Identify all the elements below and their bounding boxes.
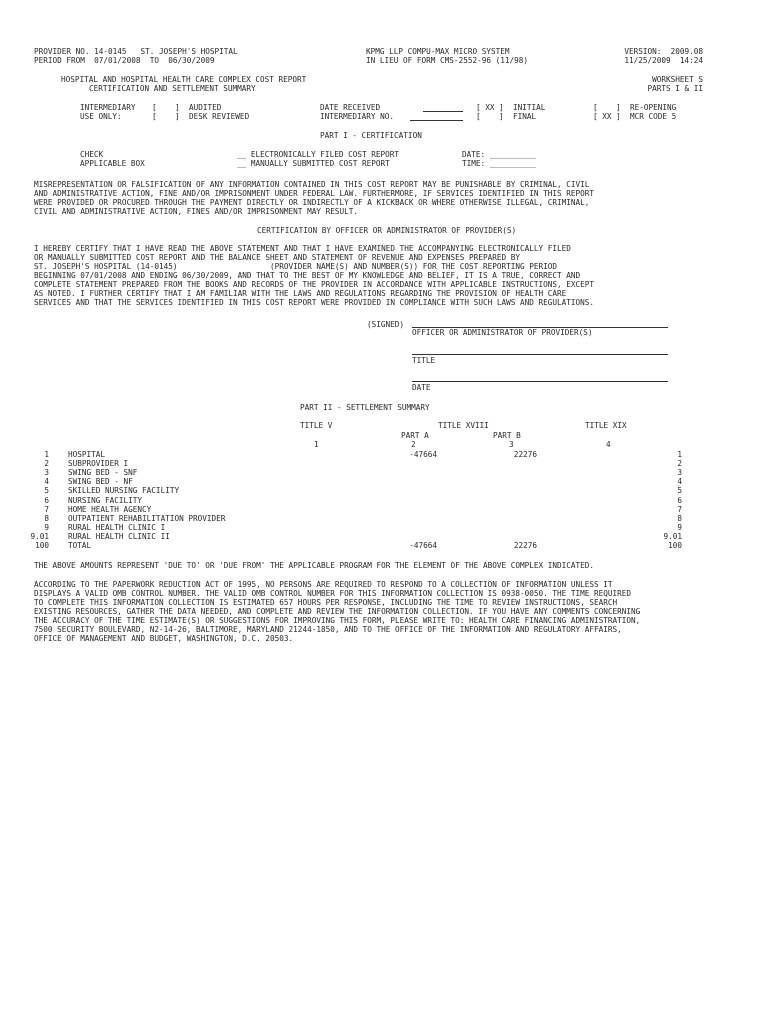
period-line: PERIOD FROM 07/01/2008 TO 06/30/2009	[34, 56, 215, 65]
paragraph-line: MISREPRESENTATION OR FALSIFICATION OF ANY INFORMATION CONTAINED IN THIS COST REPORT MAY BE PUNISHABLE BY CRIMINAL, CIVIL	[34, 180, 590, 189]
row-line-ref: 7	[677, 504, 682, 514]
check-label: CHECK	[80, 150, 104, 159]
intermediary-no-label: INTERMEDIARY NO.	[320, 112, 395, 121]
time-field[interactable]: TIME: __________	[462, 159, 537, 168]
row-line-ref: 100	[668, 541, 682, 550]
paragraph-line: OR MANUALLY SUBMITTED COST REPORT AND THE BALANCE SHEET AND STATEMENT OF REVENUE AND EXPENSES PREPARED BY	[34, 253, 520, 262]
paragraph-line: COMPLETE STATEMENT PREPARED FROM THE BOOKS AND RECORDS OF THE PROVIDER IN ACCORDANCE WITH APPLICABLE INSTRUCTIONS, EXCEPT	[34, 280, 595, 289]
intermediary-label: INTERMEDIARY	[80, 103, 136, 112]
date-time-line: 11/25/2009 14:24	[624, 56, 703, 65]
provider-line: PROVIDER NO. 14-0145 ST. JOSEPH'S HOSPITAL	[34, 47, 238, 56]
row-line-ref: 2	[677, 459, 682, 469]
row-line-ref: 9.01	[663, 531, 682, 541]
version-line: VERSION: 2009.08	[624, 47, 703, 56]
row-number: 9.01	[30, 531, 49, 541]
row-label: SUBPROVIDER I	[68, 459, 129, 469]
col-num-1: 1	[314, 440, 319, 449]
row-line-ref: 3	[677, 468, 682, 478]
col-num-4: 4	[606, 440, 611, 449]
applicable-box-label: APPLICABLE BOX	[80, 159, 145, 168]
row-label: RURAL HEALTH CLINIC I	[68, 522, 166, 532]
row-label: TOTAL	[68, 541, 92, 550]
worksheet-label: WORKSHEET S	[652, 75, 703, 84]
row-part-b-value: 22276	[513, 541, 537, 550]
col-title-xix: TITLE XIX	[585, 421, 627, 430]
desk-reviewed-checkbox[interactable]: [ ] DESK REVIEWED	[152, 112, 250, 121]
date-received-label: DATE RECEIVED	[320, 103, 381, 112]
date-line[interactable]	[412, 381, 668, 382]
row-number: 5	[44, 486, 49, 496]
paragraph-line: I HEREBY CERTIFY THAT I HAVE READ THE ABOVE STATEMENT AND THAT I HAVE EXAMINED THE ACCOMPANYING ELECTRONICALLY FILED	[34, 244, 571, 253]
row-label: HOME HEALTH AGENCY	[68, 504, 152, 514]
row-label: RURAL HEALTH CLINIC II	[68, 531, 170, 541]
date-received-blank[interactable]	[423, 111, 463, 112]
paragraph-line: ST. JOSEPH'S HOSPITAL (14-0145) (PROVIDER NAME(S) AND NUMBER(S)) FOR THE COST REPORTING PERIOD	[34, 262, 557, 271]
date-signature-label: DATE	[412, 383, 431, 392]
paragraph-line: AS NOTED. I FURTHER CERTIFY THAT I AM FAMILIAR WITH THE LAWS AND REGULATIONS REGARDING THE PROVISION OF HEALTH CARE	[34, 289, 567, 298]
mcr-code-checkbox[interactable]: [ XX ] MCR CODE 5	[593, 112, 677, 121]
row-line-ref: 5	[677, 486, 682, 496]
paragraph-line: OFFICE OF MANAGEMENT AND BUDGET, WASHINGTON, D.C. 20503.	[34, 634, 294, 643]
title-label: TITLE	[412, 356, 436, 365]
paragraph-line: WERE PROVIDED OR PROCURED THROUGH THE PAYMENT DIRECTLY OR INDIRECTLY OF A KICKBACK OR WHERE OTHERWISE ILLEGAL, CRIMINAL,	[34, 198, 590, 207]
paragraph-line: SERVICES AND THAT THE SERVICES IDENTIFIED IN THIS COST REPORT WERE PROVIDED IN COMPLIANCE WITH SUCH LAWS AND REGULATIONS.	[34, 298, 595, 307]
certification-heading: CERTIFICATION BY OFFICER OR ADMINISTRATOR OF PROVIDER(S)	[257, 226, 517, 235]
paragraph-line: AND ADMINISTRATIVE ACTION, FINE AND/OR IMPRISONMENT UNDER FEDERAL LAW. FURTHERMORE, IF SERVICES IDENTIFIED IN THIS REPORT	[34, 189, 595, 198]
paragraph-line: THE ACCURACY OF THE TIME ESTIMATE(S) OR SUGGESTIONS FOR IMPROVING THIS FORM, PLEASE WRITE TO: HEALTH CARE FINANCING ADMINISTRATION,	[34, 616, 641, 625]
col-num-2: 2	[411, 440, 416, 449]
title-line[interactable]	[412, 354, 668, 355]
audited-checkbox[interactable]: [ ] AUDITED	[152, 103, 222, 112]
row-line-ref: 9	[677, 522, 682, 532]
due-note: THE ABOVE AMOUNTS REPRESENT 'DUE TO' OR 'DUE FROM' THE APPLICABLE PROGRAM FOR THE ELEMENT OF THE ABOVE COMPLEX INDICATED.	[34, 561, 595, 570]
row-line-ref: 8	[677, 513, 682, 523]
initial-checkbox[interactable]: [ XX ] INITIAL	[476, 103, 546, 112]
col-title-v: TITLE V	[300, 421, 333, 430]
col-title-xviii: TITLE XVIII	[438, 421, 489, 430]
row-number: 8	[44, 513, 49, 523]
system-line: KPMG LLP COMPU-MAX MICRO SYSTEM	[366, 47, 510, 56]
signed-label: (SIGNED)	[367, 320, 405, 329]
row-line-ref: 4	[677, 477, 682, 487]
row-part-b-value: 22276	[513, 450, 537, 459]
row-label: SKILLED NURSING FACILITY	[68, 486, 180, 496]
row-part-a-value: -47664	[409, 450, 437, 459]
row-number: 3	[44, 468, 49, 478]
final-checkbox[interactable]: [ ] FINAL	[476, 112, 537, 121]
row-number: 4	[44, 477, 49, 487]
row-number: 100	[35, 541, 49, 550]
row-label: OUTPATIENT REHABILITATION PROVIDER	[68, 513, 226, 523]
row-label: HOSPITAL	[68, 450, 106, 459]
paragraph-line: 7500 SECURITY BOULEVARD, N2-14-26, BALTIMORE, MARYLAND 21244-1850, AND TO THE OFFICE OF THE INFORMATION AND REGULATORY AFFAIRS,	[34, 625, 622, 634]
row-number: 7	[44, 504, 49, 514]
paragraph-line: TO COMPLETE THIS INFORMATION COLLECTION IS ESTIMATED 657 HOURS PER RESPONSE, INCLUDING THE TIME TO REVIEW INSTRUCTIONS, SEARCH	[34, 598, 618, 607]
paragraph-line: BEGINNING 07/01/2008 AND ENDING 06/30/2009, AND THAT TO THE BEST OF MY KNOWLEDGE AND BELIEF, IT IS A TRUE, CORRECT AND	[34, 271, 581, 280]
paragraph-line: DISPLAYS A VALID OMB CONTROL NUMBER. THE VALID OMB CONTROL NUMBER FOR THIS INFORMATION COLLECTION IS 0938-0050. THE TIME REQUIRED	[34, 589, 632, 598]
col-num-3: 3	[509, 440, 514, 449]
part1-title: PART I - CERTIFICATION	[320, 131, 422, 140]
parts-label: PARTS I & II	[647, 84, 703, 93]
row-part-a-value: -47664	[409, 541, 437, 550]
paragraph-line: ACCORDING TO THE PAPERWORK REDUCTION ACT OF 1995, NO PERSONS ARE REQUIRED TO RESPOND TO A COLLECTION OF INFORMATION UNLESS IT	[34, 580, 613, 589]
part2-title: PART II - SETTLEMENT SUMMARY	[300, 403, 430, 412]
paragraph-line: CIVIL AND ADMINISTRATIVE ACTION, FINES AND/OR IMPRISONMENT MAY RESULT.	[34, 207, 358, 216]
date-field[interactable]: DATE: __________	[462, 150, 537, 159]
report-subtitle: CERTIFICATION AND SETTLEMENT SUMMARY	[89, 84, 256, 93]
manual-filing-option[interactable]: __ MANUALLY SUBMITTED COST REPORT	[237, 159, 390, 168]
row-number: 1	[44, 450, 49, 459]
paragraph-line: EXISTING RESOURCES, GATHER THE DATA NEEDED, AND COMPLETE AND REVIEW THE INFORMATION COLLECTION. IF YOU HAVE ANY COMMENTS CONCERNING	[34, 607, 641, 616]
row-number: 6	[44, 495, 49, 505]
form-line: IN LIEU OF FORM CMS-2552-96 (11/98)	[366, 56, 528, 65]
col-part-a: PART A	[401, 431, 429, 440]
use-only-label: USE ONLY:	[80, 112, 122, 121]
report-title: HOSPITAL AND HOSPITAL HEALTH CARE COMPLEX COST REPORT	[61, 75, 307, 84]
reopening-checkbox[interactable]: [ ] RE-OPENING	[593, 103, 677, 112]
row-line-ref: 6	[677, 495, 682, 505]
electronic-filing-option[interactable]: __ ELECTRONICALLY FILED COST REPORT	[237, 150, 399, 159]
row-label: SWING BED - NF	[68, 477, 133, 487]
row-label: SWING BED - SNF	[68, 468, 138, 478]
col-part-b: PART B	[493, 431, 521, 440]
row-number: 9	[44, 522, 49, 532]
row-number: 2	[44, 459, 49, 469]
intermediary-no-blank[interactable]	[410, 120, 463, 121]
officer-label: OFFICER OR ADMINISTRATOR OF PROVIDER(S)	[412, 328, 593, 337]
row-label: NURSING FACILITY	[68, 495, 143, 505]
row-line-ref: 1	[677, 450, 682, 459]
